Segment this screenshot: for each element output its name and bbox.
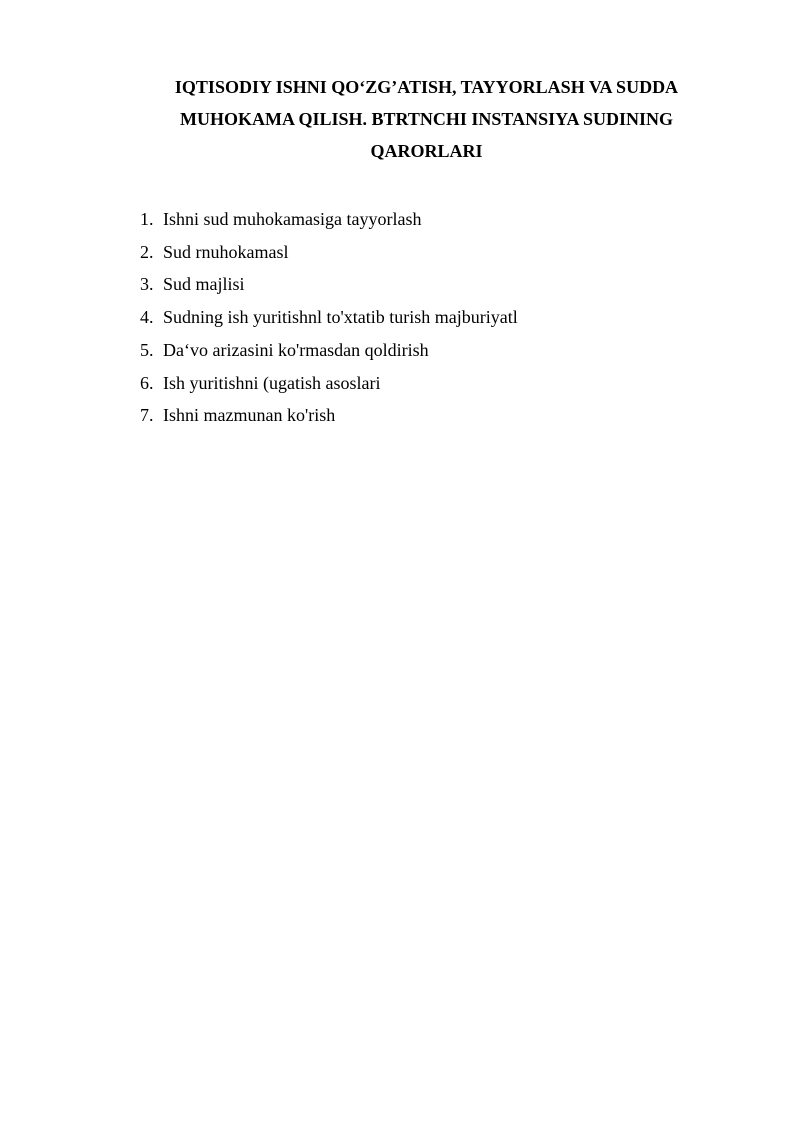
- list-item-number: 3.: [140, 274, 154, 295]
- document-title: [140, 71, 713, 167]
- list-item: [140, 203, 518, 236]
- list-item-number: 1.: [140, 209, 154, 229]
- title-line-2: MUHOKAMA QILISH. BTRTNCHI INSTANSIYA SUDINING: [180, 109, 673, 129]
- list-item-number: 4.: [140, 307, 154, 328]
- list-item: [140, 268, 518, 301]
- list-item-number: 2.: [140, 241, 154, 262]
- list-item-text: Da‘vo arizasini ko'rmasdan qoldirish: [163, 339, 429, 360]
- title-line-3: QARORLARI: [370, 141, 483, 161]
- list-item: [140, 301, 518, 334]
- list-item-text: Ishni mazmunan ko'rish: [163, 405, 336, 426]
- list-item: [140, 399, 518, 432]
- list-item-text: Sud majlisi: [163, 274, 245, 295]
- topics-list: [140, 203, 518, 432]
- list-item: [140, 334, 518, 367]
- list-item-text: Ishni sud muhokamasiga tayyorlash: [163, 209, 422, 229]
- list-item: [140, 236, 518, 269]
- list-item-number: 5.: [140, 339, 154, 360]
- list-item-text: Ish yuritishni (ugatish asoslari: [163, 372, 381, 393]
- title-line-1: IQTISODIY ISHNI QO‘ZG’ATISH, TAYYORLASH VA SUDDA: [174, 77, 679, 97]
- list-item: [140, 367, 518, 400]
- list-item-number: 6.: [140, 372, 154, 393]
- list-item-text: Sud rnuhokamasl: [163, 241, 289, 262]
- list-item-text: Sudning ish yuritishnl to'xtatib turish majburiyatl: [163, 307, 518, 328]
- list-item-number: 7.: [140, 405, 154, 426]
